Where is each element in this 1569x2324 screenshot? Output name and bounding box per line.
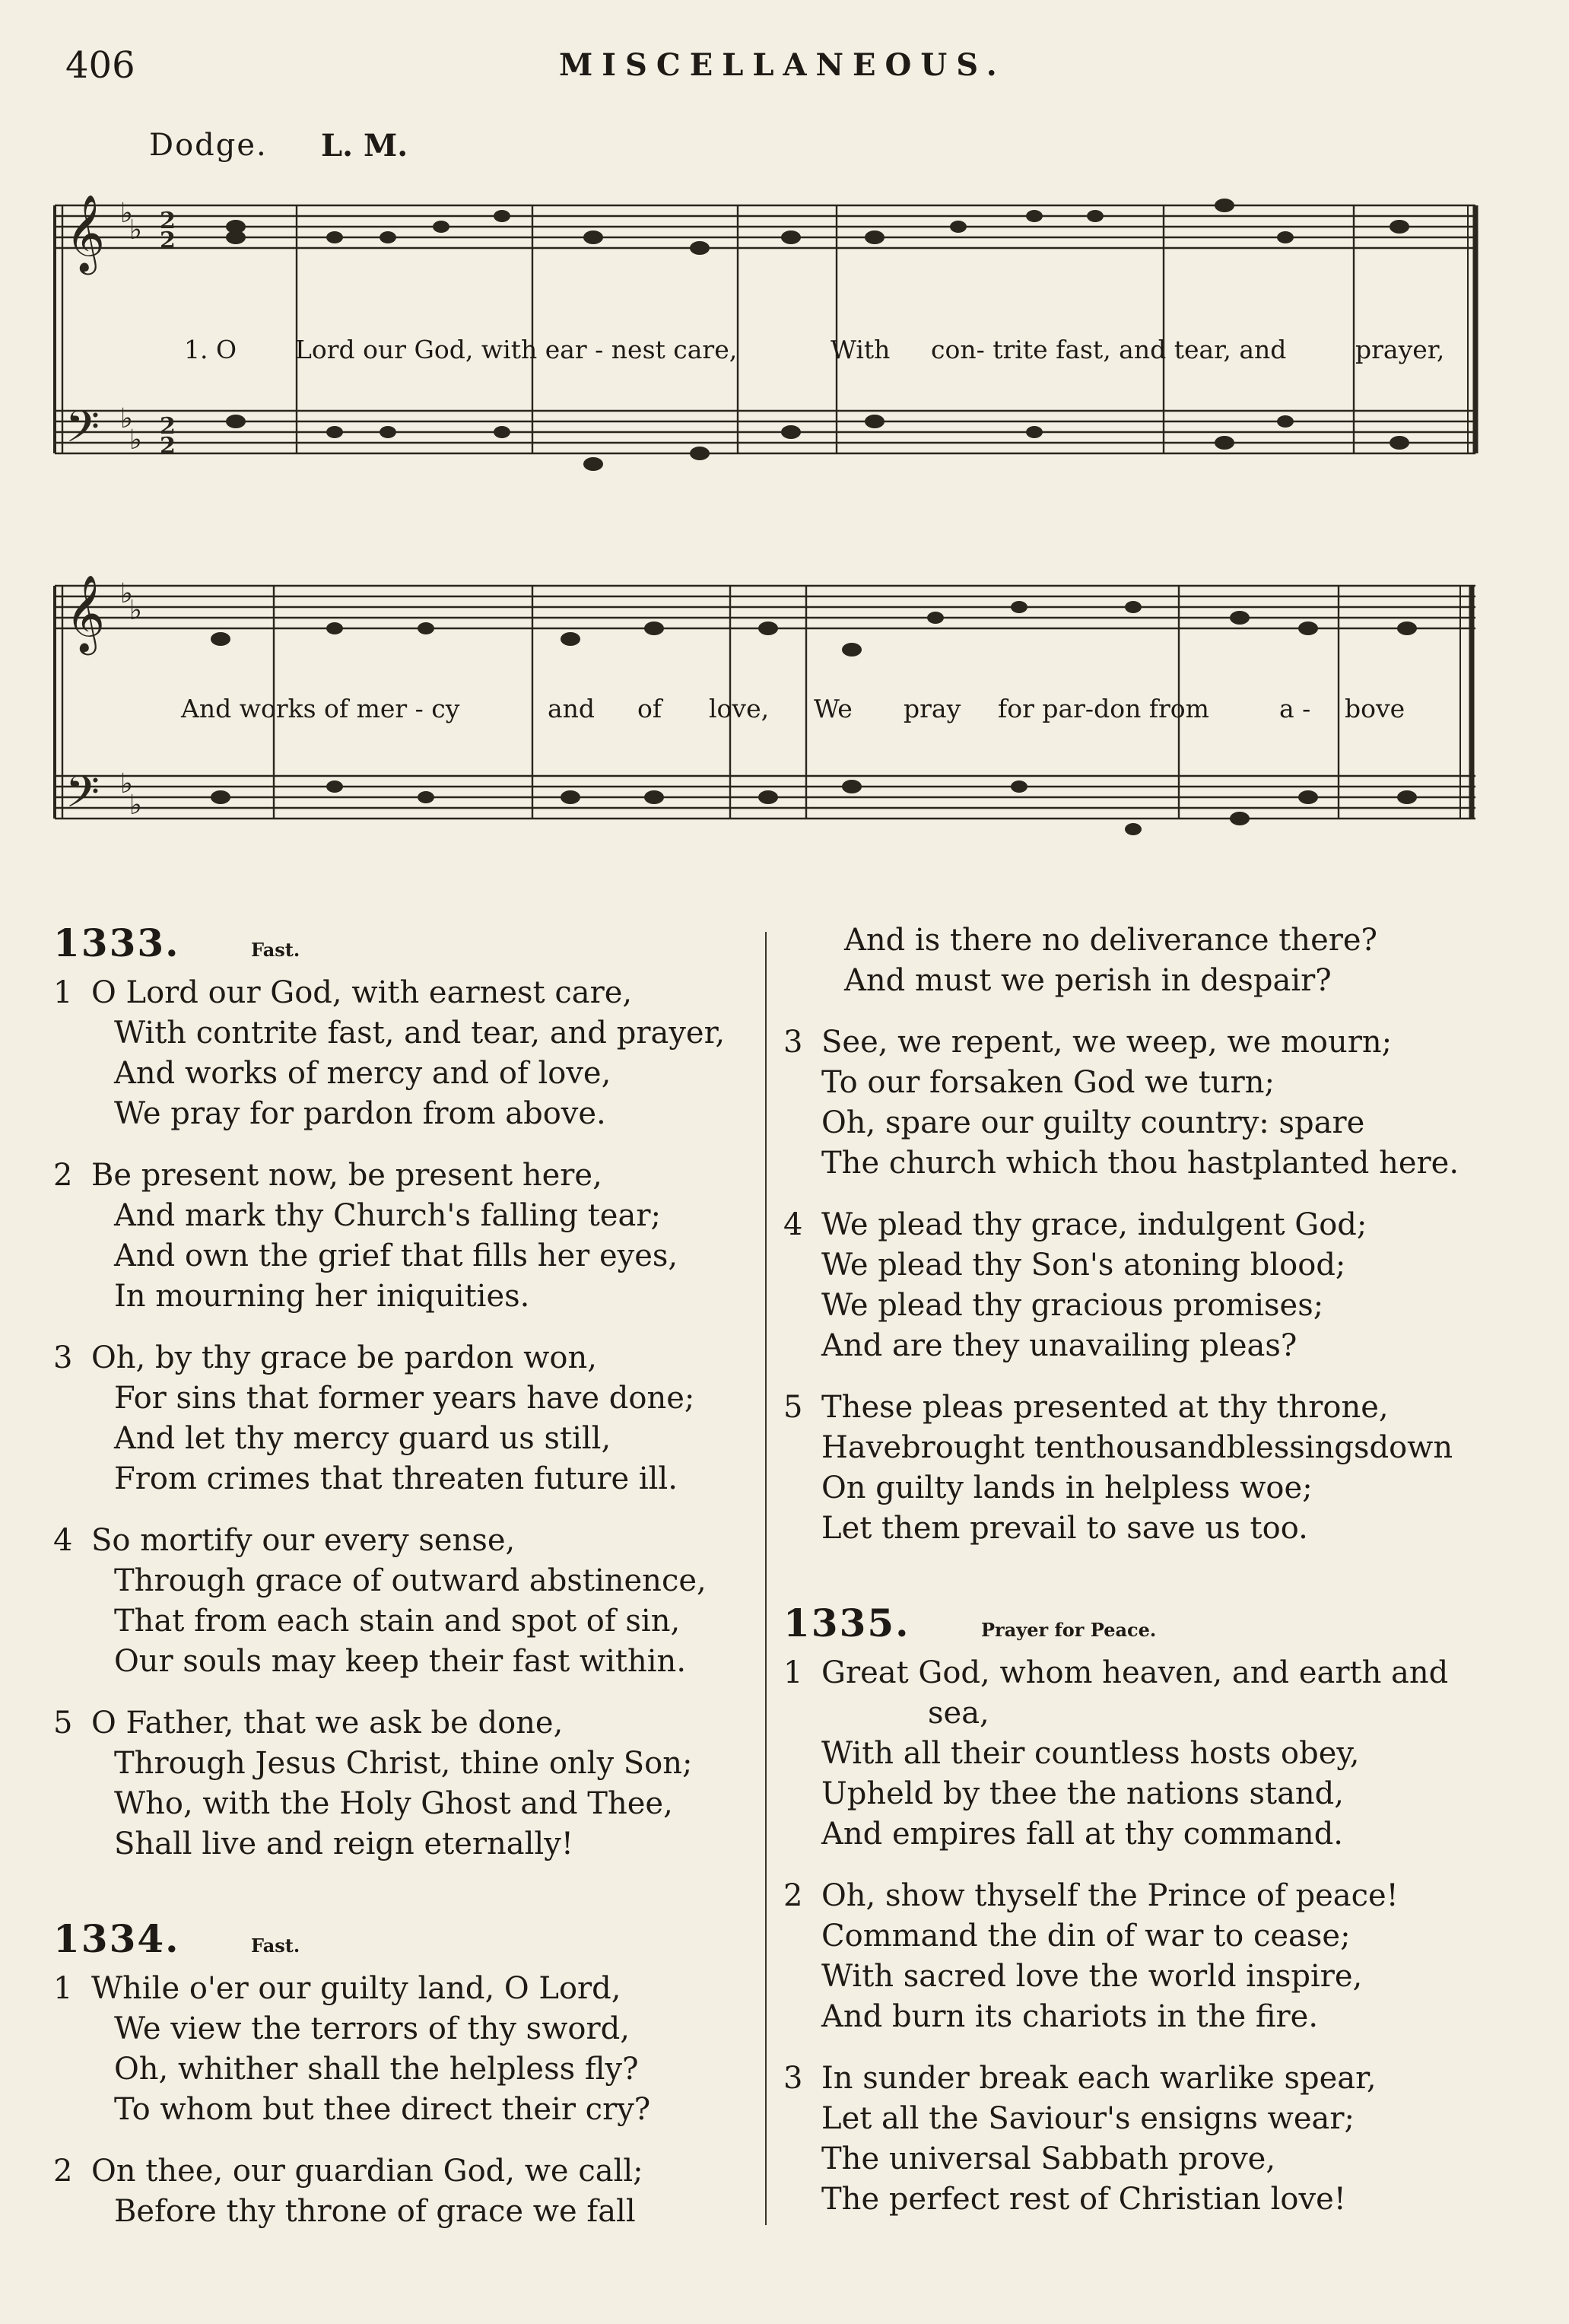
- lyric-syllable: bove: [1345, 694, 1405, 723]
- stanza-number: 2: [53, 2154, 73, 2189]
- verse-line: We pray for pardon from above.: [114, 1096, 606, 1131]
- lyric-syllable: con- trite fast, and tear, and: [931, 335, 1287, 364]
- verse-line: Who, with the Holy Ghost and Thee,: [114, 1786, 673, 1821]
- music-score: [46, 183, 1491, 867]
- verse-line: Command the din of war to cease;: [821, 1919, 1351, 1954]
- verse-line: O Lord our God, with earnest care,: [91, 975, 633, 1010]
- svg-text:♭: ♭: [120, 578, 133, 609]
- verse-line: For sins that former years have done;: [114, 1381, 695, 1416]
- left-column: [53, 920, 783, 2253]
- lyric-syllable: With: [831, 335, 891, 364]
- verse-line: And burn its chariots in the fire.: [821, 1999, 1319, 2034]
- verse-line: Through grace of outward abstinence,: [114, 1563, 707, 1598]
- lyric-syllable: for par-don from: [998, 694, 1209, 723]
- verse-line: Oh, whither shall the helpless fly?: [114, 2052, 639, 2087]
- stanza: [53, 1521, 783, 1682]
- verse-line: These pleas presented at thy throne,: [821, 1390, 1389, 1425]
- verse-line: Upheld by thee the nations stand,: [821, 1776, 1344, 1811]
- stanza: [53, 1156, 783, 1317]
- lyric-syllable: of: [637, 694, 662, 723]
- verse-line: The universal Sabbath prove,: [821, 2141, 1276, 2176]
- verse-line: We plead thy gracious promises;: [821, 1288, 1324, 1323]
- right-column: [783, 920, 1513, 2241]
- verse-line: Great God, whom heaven, and earth and: [821, 1655, 1449, 1690]
- stanza-continuation: [821, 920, 1513, 1001]
- stanza: [53, 1338, 783, 1499]
- verse-line: sea,: [928, 1696, 989, 1731]
- bass-clef: 𝄢: [65, 401, 100, 463]
- stanza: [783, 2059, 1513, 2220]
- stanza-number: 4: [783, 1207, 803, 1242]
- lyric-syllable: 1. O: [184, 335, 237, 364]
- verse-line: On thee, our guardian God, we call;: [91, 2154, 643, 2189]
- staff-1-treble: [55, 205, 1475, 248]
- verse-line: We plead thy Son's atoning blood;: [821, 1248, 1346, 1283]
- lyric-syllable: We: [814, 694, 853, 723]
- lyric-syllable: prayer,: [1355, 335, 1445, 364]
- staff-1-bass: [55, 411, 1475, 453]
- verse-line: The church which thou hastplanted here.: [821, 1146, 1459, 1181]
- verse-line: With contrite fast, and tear, and prayer,: [114, 1016, 726, 1051]
- lyric-syllable: pray: [904, 694, 961, 723]
- verse-line: Havebrought tenthousandblessingsdown: [821, 1430, 1453, 1465]
- stanza: [783, 1205, 1513, 1366]
- verse-line: And is there no deliverance there?: [844, 923, 1377, 958]
- tune-meter: L. M.: [321, 128, 408, 164]
- stanza: [53, 2151, 783, 2232]
- verse-line: And are they unavailing pleas?: [821, 1328, 1297, 1363]
- verse-line: Oh, show thyself the Prince of peace!: [821, 1878, 1399, 1913]
- verse-line: Oh, by thy grace be pardon won,: [91, 1340, 597, 1375]
- verse-line: Before thy throne of grace we fall: [114, 2194, 636, 2229]
- hymn-number: 1335.: [783, 1601, 910, 1645]
- svg-text:♭: ♭: [129, 424, 142, 456]
- verse-line: In mourning her iniquities.: [114, 1279, 530, 1314]
- stanza-number: 5: [53, 1706, 73, 1741]
- hymn-heading: [53, 1916, 783, 1961]
- tune-name: Dodge.: [149, 128, 268, 163]
- stanza: [53, 1703, 783, 1865]
- verse-line: Oh, spare our guilty country: spare: [821, 1105, 1365, 1140]
- verse-line: The perfect rest of Christian love!: [821, 2182, 1346, 2217]
- stanza-number: 3: [53, 1340, 73, 1375]
- verse-line: See, we repent, we weep, we mourn;: [821, 1025, 1393, 1060]
- lyric-syllable: And works of mer - cy: [181, 694, 460, 723]
- verse-line: We plead thy grace, indulgent God;: [821, 1207, 1367, 1242]
- verse-line: So mortify our every sense,: [91, 1523, 516, 1558]
- noteheads: [211, 199, 1417, 835]
- stanza-number: 5: [783, 1390, 803, 1425]
- verse-line: We view the terrors of thy sword,: [114, 2011, 630, 2046]
- stanza: [783, 1653, 1513, 1855]
- running-head: MISCELLANEOUS.: [559, 47, 1006, 83]
- treble-clef: 𝄞: [65, 193, 106, 272]
- svg-text:♭: ♭: [120, 198, 133, 229]
- lyric-syllable: a -: [1279, 694, 1311, 723]
- hymn-heading: [783, 1601, 1513, 1645]
- stanza: [53, 973, 783, 1134]
- svg-text:2: 2: [160, 413, 176, 440]
- verse-line: Let them prevail to save us too.: [821, 1511, 1308, 1546]
- verse-line: On guilty lands in helpless woe;: [821, 1470, 1313, 1505]
- hymn-topic: Fast.: [251, 939, 300, 961]
- verse-line: And works of mercy and of love,: [114, 1056, 611, 1091]
- verse-line: And let thy mercy guard us still,: [114, 1421, 611, 1456]
- svg-text:2: 2: [160, 433, 176, 459]
- hymn-number: 1334.: [53, 1916, 180, 1961]
- verse-line: And mark thy Church's falling tear;: [114, 1198, 661, 1233]
- lyric-syllable: Lord our God, with ear - nest care,: [295, 335, 738, 364]
- svg-text:♭: ♭: [120, 403, 133, 434]
- svg-text:♭: ♭: [129, 215, 142, 246]
- verse-line: Let all the Saviour's ensigns wear;: [821, 2101, 1355, 2136]
- stanza: [783, 1022, 1513, 1184]
- svg-text:♭: ♭: [129, 595, 142, 626]
- stanza: [53, 1969, 783, 2130]
- verse-line: Our souls may keep their fast within.: [114, 1644, 687, 1679]
- stanza: [783, 1388, 1513, 1549]
- verse-line: Be present now, be present here,: [91, 1158, 602, 1193]
- verse-line: And must we perish in despair?: [844, 963, 1332, 998]
- stanza-number: 3: [783, 2061, 803, 2096]
- svg-text:2: 2: [160, 227, 176, 254]
- hymn-number: 1333.: [53, 920, 180, 965]
- stanza-number: 2: [53, 1158, 73, 1193]
- verse-line: Shall live and reign eternally!: [114, 1826, 573, 1861]
- lyric-syllable: love,: [709, 694, 770, 723]
- svg-text:♭: ♭: [120, 768, 133, 800]
- stanza-number: 1: [53, 975, 73, 1010]
- stanza-number: 1: [783, 1655, 803, 1690]
- page-number: 406: [65, 44, 135, 87]
- stanza: [783, 1876, 1513, 2037]
- verse-line: That from each stain and spot of sin,: [114, 1604, 681, 1639]
- verse-line: While o'er our guilty land, O Lord,: [91, 1971, 621, 2006]
- stanza-number: 3: [783, 1025, 803, 1060]
- stanza-number: 4: [53, 1523, 73, 1558]
- verse-line: From crimes that threaten future ill.: [114, 1461, 678, 1496]
- hymn-topic: Prayer for Peace.: [981, 1619, 1157, 1641]
- svg-text:2: 2: [160, 208, 176, 234]
- verse-line: With sacred love the world inspire,: [821, 1959, 1363, 1994]
- verse-line: In sunder break each warlike spear,: [821, 2061, 1377, 2096]
- stanza-number: 1: [53, 1971, 73, 2006]
- barlines-1: [297, 205, 1475, 453]
- lyric-syllable: and: [548, 694, 596, 723]
- bass-clef: 𝄢: [65, 766, 100, 828]
- verse-line: Through Jesus Christ, thine only Son;: [114, 1746, 693, 1781]
- treble-clef: 𝄞: [65, 574, 106, 652]
- verse-line: O Father, that we ask be done,: [91, 1706, 564, 1741]
- svg-text:♭: ♭: [129, 790, 142, 821]
- verse-line: And empires fall at thy command.: [821, 1817, 1344, 1852]
- verse-line: To whom but thee direct their cry?: [114, 2092, 651, 2127]
- verse-line: With all their countless hosts obey,: [821, 1736, 1360, 1771]
- verse-line: To our forsaken God we turn;: [821, 1065, 1275, 1100]
- hymn-heading: [53, 920, 783, 965]
- verse-line: And own the grief that fills her eyes,: [114, 1238, 678, 1273]
- hymn-topic: Fast.: [251, 1935, 300, 1957]
- stanza-number: 2: [783, 1878, 803, 1913]
